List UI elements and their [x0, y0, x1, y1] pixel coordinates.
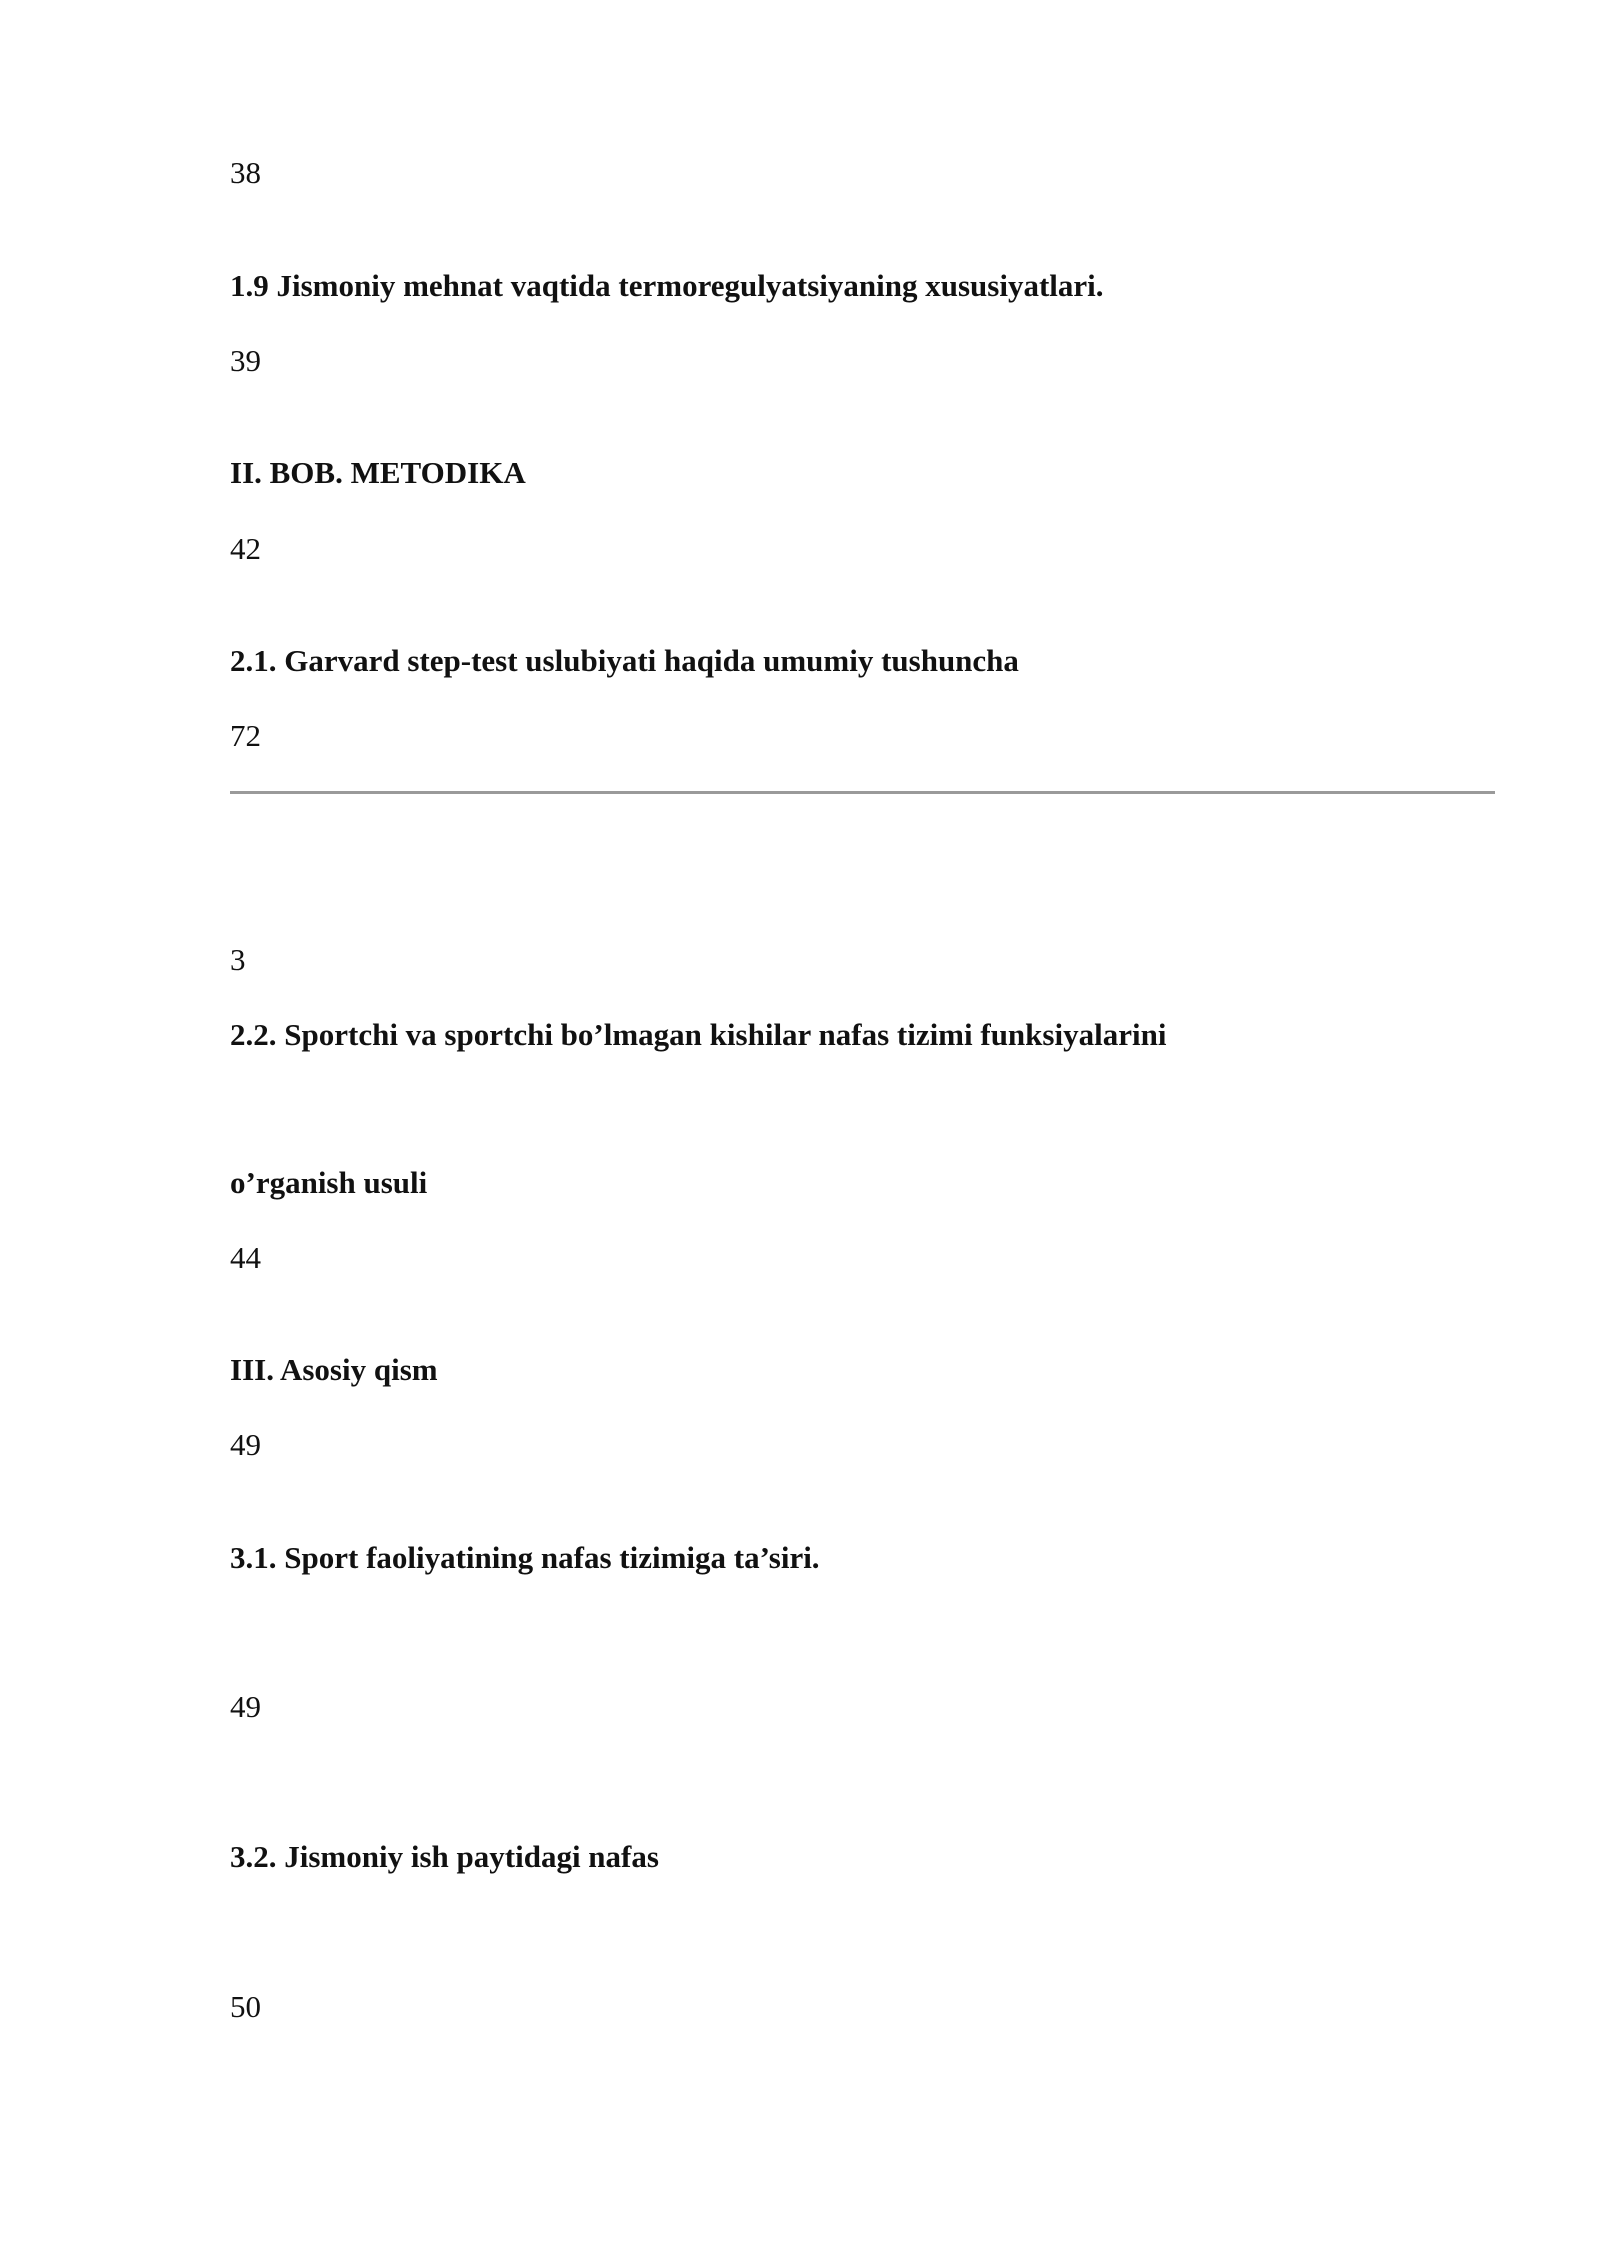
- page-number: 49: [230, 1427, 261, 1462]
- toc-heading: 3.1. Sport faoliyatining nafas tizimiga ta’siri.: [230, 1540, 820, 1575]
- page-divider: [230, 791, 1495, 794]
- toc-heading: 2.1. Garvard step-test uslubiyati haqida umumiy tushuncha: [230, 643, 1019, 678]
- toc-heading-continuation: o’rganish usuli: [230, 1165, 428, 1200]
- toc-heading: 1.9 Jismoniy mehnat vaqtida termoregulyatsiyaning xususiyatlari.: [230, 268, 1104, 303]
- toc-heading: II. BOB. METODIKA: [230, 455, 526, 490]
- toc-heading: 2.2. Sportchi va sportchi bo’lmagan kishilar nafas tizimi funksiyalarini: [230, 1017, 1167, 1052]
- page-number: 50: [230, 1989, 261, 2024]
- toc-heading: 3.2. Jismoniy ish paytidagi nafas: [230, 1839, 659, 1874]
- page-number: 39: [230, 343, 261, 378]
- page-number: 38: [230, 155, 261, 190]
- page-number: 72: [230, 718, 261, 753]
- toc-heading: III. Asosiy qism: [230, 1352, 438, 1387]
- page-number: 42: [230, 531, 261, 566]
- page-number: 3: [230, 942, 246, 977]
- page-number: 49: [230, 1689, 261, 1724]
- page-number: 44: [230, 1240, 261, 1275]
